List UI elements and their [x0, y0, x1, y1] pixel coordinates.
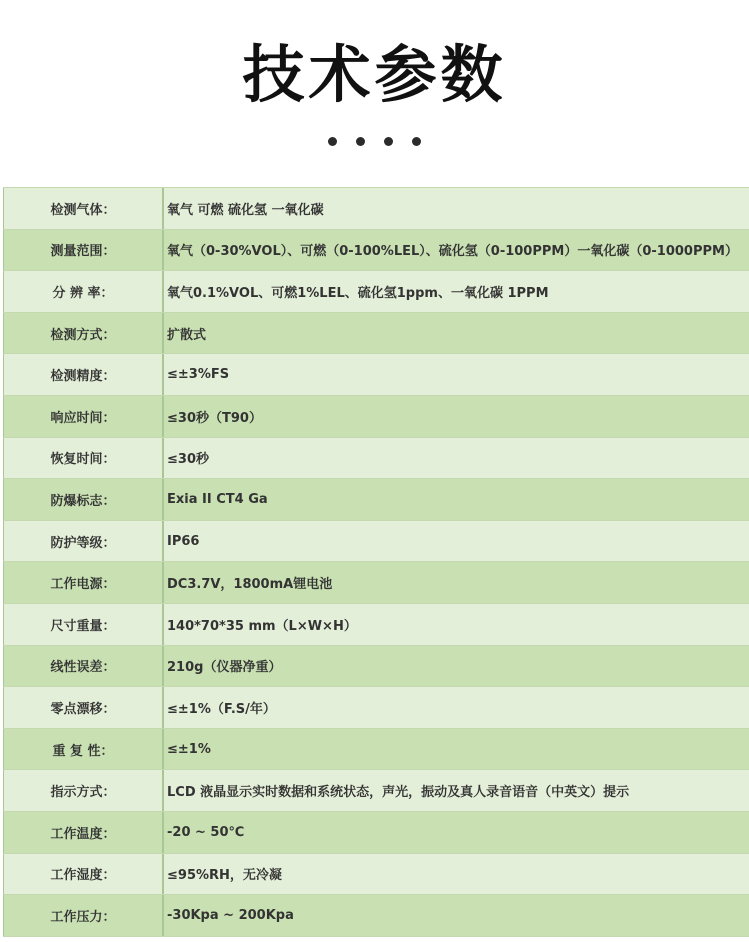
spec-label: 尺寸重量：	[3, 604, 164, 645]
spec-label: 防爆标志：	[3, 479, 164, 520]
spec-label: 检测方式：	[3, 313, 164, 354]
spec-row	[3, 687, 749, 729]
spec-value: Exia II CT4 Ga	[167, 491, 268, 507]
spec-row	[3, 770, 749, 812]
spec-value: IP66	[167, 533, 200, 549]
spec-value: DC3.7V，1800mA锂电池	[167, 577, 333, 593]
spec-label: 线性误差：	[3, 646, 164, 687]
spec-label: 响应时间：	[3, 396, 164, 437]
spec-label: 检测气体：	[3, 188, 164, 229]
spec-value: 扩散式	[167, 327, 207, 343]
spec-row	[3, 479, 749, 521]
dot-icon	[356, 137, 365, 146]
spec-label: 防护等级：	[3, 521, 164, 562]
spec-row	[3, 812, 749, 854]
spec-value: 氧气0.1%VOL、可燃1%LEL、硫化氢1ppm、一氧化碳 1PPM	[167, 285, 549, 301]
dot-divider	[0, 137, 749, 146]
spec-row	[3, 230, 749, 272]
spec-row	[3, 895, 749, 937]
spec-value: 140*70*35 mm（L×W×H）	[167, 618, 357, 634]
dot-icon	[328, 137, 337, 146]
spec-value: 氧气 可燃 硫化氢 一氧化碳	[167, 202, 324, 218]
dot-icon	[412, 137, 421, 146]
spec-value: ≤±1%	[167, 741, 211, 757]
spec-value: 210g（仪器净重）	[167, 660, 282, 676]
spec-row	[3, 271, 749, 313]
spec-row	[3, 604, 749, 646]
page-title: 技术参数	[242, 38, 507, 111]
spec-row	[3, 729, 749, 771]
spec-row	[3, 396, 749, 438]
spec-value: -30Kpa ~ 200Kpa	[167, 907, 294, 923]
spec-row	[3, 521, 749, 563]
spec-label: 工作湿度：	[3, 854, 164, 895]
spec-label: 工作电源：	[3, 562, 164, 603]
spec-row	[3, 313, 749, 355]
spec-value: 氧气（0-30%VOL）、可燃（0-100%LEL）、硫化氢（0-100PPM）一氧化碳（0-1000PPM）	[167, 244, 738, 260]
spec-row	[3, 646, 749, 688]
spec-row	[3, 354, 749, 396]
spec-row	[3, 438, 749, 480]
spec-label: 重 复 性：	[3, 729, 164, 770]
spec-value: -20 ~ 50℃	[167, 824, 245, 840]
spec-value: ≤95%RH，无冷凝	[167, 868, 282, 884]
spec-value: ≤30秒	[167, 452, 209, 468]
spec-label: 恢复时间：	[3, 438, 164, 479]
spec-value: LCD 液晶显示实时数据和系统状态，声光，振动及真人录音语音（中英文）提示	[167, 785, 630, 801]
dot-icon	[384, 137, 393, 146]
spec-label: 分 辨 率：	[3, 271, 164, 312]
spec-label: 零点漂移：	[3, 687, 164, 728]
spec-label: 工作压力：	[3, 895, 164, 936]
spec-value: ≤±1%（F.S/年）	[167, 701, 276, 717]
spec-label: 测量范围：	[3, 230, 164, 271]
spec-label: 工作温度：	[3, 812, 164, 853]
spec-row	[3, 854, 749, 896]
spec-label: 指示方式：	[3, 770, 164, 811]
spec-value: ≤30秒（T90）	[167, 410, 262, 426]
spec-value: ≤±3%FS	[167, 367, 230, 383]
spec-table	[3, 187, 749, 937]
spec-row	[3, 562, 749, 604]
spec-row	[3, 188, 749, 230]
spec-label: 检测精度：	[3, 354, 164, 395]
